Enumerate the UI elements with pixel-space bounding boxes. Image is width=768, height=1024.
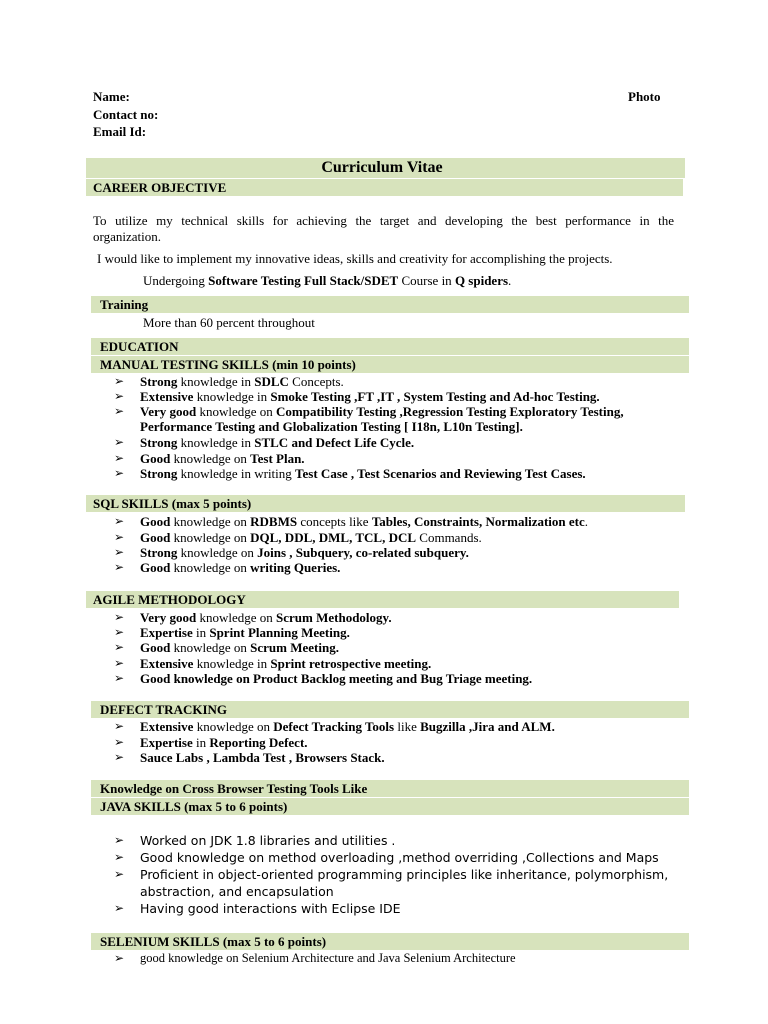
course-mid: Course in (398, 273, 455, 288)
bullet-arrow-icon: ➢ (114, 750, 125, 764)
bullet-arrow-icon: ➢ (114, 867, 125, 881)
course-pre: Undergoing (143, 273, 209, 288)
bullet-arrow-icon: ➢ (114, 625, 125, 639)
manual-testing-heading: MANUAL TESTING SKILLS (min 10 points) (100, 357, 356, 372)
email-label: Email Id: (93, 124, 147, 139)
bullet-arrow-icon: ➢ (114, 374, 125, 388)
bullet-arrow-icon: ➢ (114, 514, 125, 528)
bullet-arrow-icon: ➢ (114, 435, 125, 449)
name-label: Name: (93, 89, 130, 104)
list-item-continuation: abstraction, and encapsulation (140, 884, 334, 899)
bullet-arrow-icon: ➢ (114, 545, 125, 559)
contact-label: Contact no: (93, 107, 159, 122)
list-item-continuation: Performance Testing and Globalization Testing [ I18n, L10n Testing]. (140, 419, 523, 434)
selenium-skills-heading: SELENIUM SKILLS (max 5 to 6 points) (100, 934, 327, 949)
bullet-arrow-icon: ➢ (114, 671, 125, 685)
training-text: More than 60 percent throughout (143, 315, 315, 330)
java-skills-heading: JAVA SKILLS (max 5 to 6 points) (100, 799, 288, 814)
objective-para-1: To utilize my technical skills for achieving the target and developing the best performance in the (93, 213, 674, 228)
bullet-arrow-icon: ➢ (114, 951, 125, 965)
bullet-arrow-icon: ➢ (114, 640, 125, 654)
bullet-arrow-icon: ➢ (114, 850, 125, 864)
training-heading: Training (100, 297, 149, 312)
education-heading: EDUCATION (100, 339, 179, 354)
course-end: . (508, 273, 512, 288)
objective-para-1b: organization. (93, 229, 161, 244)
bullet-arrow-icon: ➢ (114, 560, 125, 574)
page-title: Curriculum Vitae (321, 159, 443, 176)
course-institute: Q spiders (454, 273, 509, 288)
course-name: Software Testing Full Stack/SDET (208, 273, 399, 288)
career-objective-heading: CAREER OBJECTIVE (93, 180, 227, 195)
course-line (143, 273, 511, 289)
bullet-arrow-icon: ➢ (114, 530, 125, 544)
sql-skills-heading: SQL SKILLS (max 5 points) (93, 496, 252, 511)
bullet-arrow-icon: ➢ (114, 719, 125, 733)
bullet-arrow-icon: ➢ (114, 901, 125, 915)
bullet-arrow-icon: ➢ (114, 404, 125, 418)
bullet-arrow-icon: ➢ (114, 451, 125, 465)
bullet-arrow-icon: ➢ (114, 389, 125, 403)
training-band (91, 296, 689, 313)
bullet-arrow-icon: ➢ (114, 466, 125, 480)
agile-heading: AGILE METHODOLOGY (93, 592, 246, 607)
bullet-arrow-icon: ➢ (114, 735, 125, 749)
photo-label: Photo (628, 89, 661, 104)
bullet-arrow-icon: ➢ (114, 656, 125, 670)
defect-tracking-heading: DEFECT TRACKING (100, 702, 228, 717)
education-band (91, 338, 689, 355)
cross-browser-heading: Knowledge on Cross Browser Testing Tools Like (100, 781, 368, 796)
bullet-arrow-icon: ➢ (114, 833, 125, 847)
bullet-arrow-icon: ➢ (114, 610, 125, 624)
objective-para-2: I would like to implement my innovative ideas, skills and creativity for accomplishing the projects. (97, 251, 613, 266)
